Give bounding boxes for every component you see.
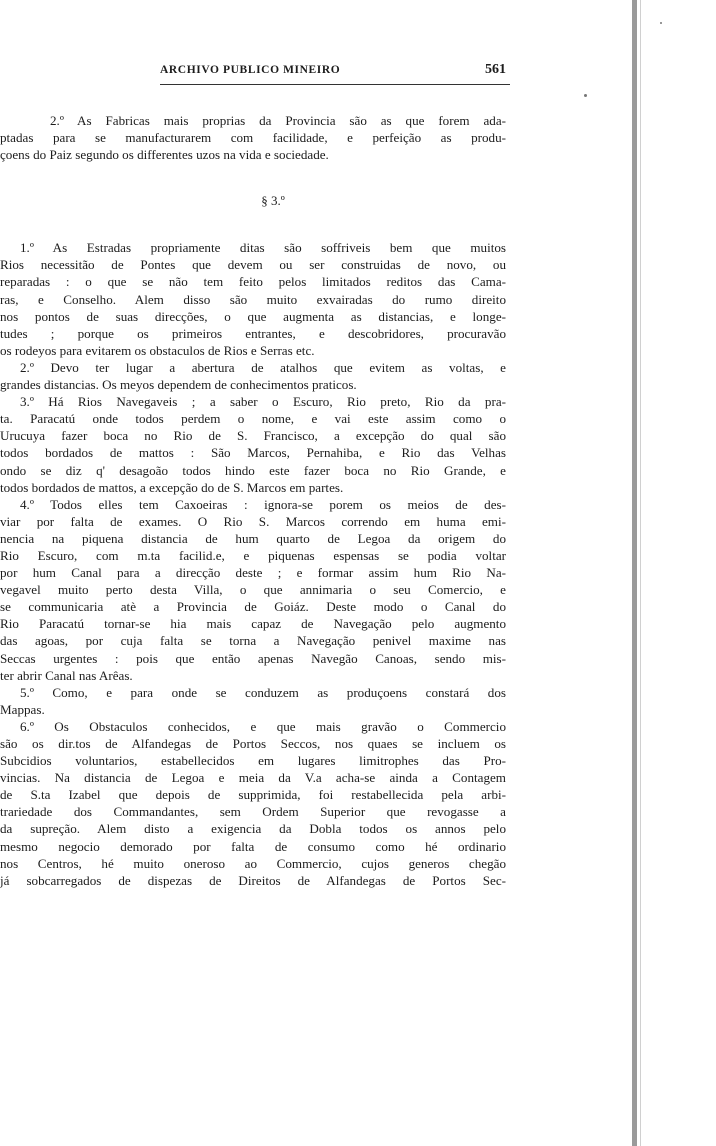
- paragraph-s3-5: [0, 684, 506, 718]
- text-line: são os dir.tos de Alfandegas de Portos Seccos, nos quaes se incluem os: [0, 736, 506, 751]
- text-line: já sobcarregados de dispezas de Direitos de Alfandegas de Portos Sec-: [0, 872, 506, 888]
- ink-speck: [660, 22, 662, 24]
- text-line: ter abrir Canal nas Arêas.: [0, 667, 133, 683]
- text-line: viar por falta de exames. O Rio S. Marcos correndo em huma emi-: [0, 513, 506, 529]
- text-line: 2.º As Fabricas mais proprias da Provincia são as que forem ada-: [50, 113, 506, 128]
- page-header: [160, 64, 510, 86]
- text-line: Urucuya fazer boca no Rio de S. Francisco, a excepção do qual são: [0, 428, 506, 444]
- text-line: vegavel muito perto desta Villa, o que annimaria o seu Comercio, e: [0, 582, 506, 598]
- text-line: Subcidios voluntarios, estabellecidos em lugares limitrophes das Pro-: [0, 753, 506, 769]
- text-line: Rio Escuro, com m.ta facilid.e, e piquenas espensas se podia voltar: [0, 547, 506, 563]
- text-line: çoens do Paiz segundo os differentes uzos na vida e sociedade.: [0, 147, 329, 163]
- ink-speck: [584, 94, 587, 97]
- text-line: Mappas.: [0, 701, 45, 717]
- text-line: 1.º As Estradas propriamente ditas são soffriveis bem que muitos: [20, 240, 506, 256]
- text-line: os rodeyos para evitarem os obstaculos de Rios e Serras etc.: [0, 342, 315, 358]
- text-line: trariedade dos Commandantes, sem Ordem Superior que revogasse a: [0, 804, 506, 820]
- paragraph-s3-6: [0, 718, 506, 889]
- text-line: nos Centros, hé muito oneroso ao Commercio, cujos generos chegão: [0, 855, 506, 871]
- text-line: tudes ; porque os primeiros entrantes, e descobridores, procuravão: [0, 325, 506, 341]
- running-head: ARCHIVO PUBLICO MINEIRO: [160, 64, 341, 76]
- text-line: Rios necessitão de Pontes que devem ou ser construidas de novo, ou: [0, 257, 506, 273]
- text-line: ta. Paracatú onde todos perdem o nome, e vai este assim como o: [0, 411, 506, 427]
- text-line: todos bordados de mattos : São Marcos, Pernahiba, e Rio das Velhas: [0, 445, 506, 461]
- paragraph-s3-1: [0, 239, 506, 359]
- text-line: grandes distancias. Os meyos dependem de conhecimentos praticos.: [0, 377, 357, 393]
- paragraph-2: [0, 112, 506, 163]
- text-line: por hum Canal para a direcção deste ; e formar assim hum Rio Na-: [0, 565, 506, 581]
- text-line: ras, e Conselho. Alem disso são muito exvairadas do rumo direito: [0, 291, 506, 307]
- text-line: 3.º Há Rios Navegaveis ; a saber o Escuro, Rio preto, Rio da pra-: [20, 394, 506, 410]
- text-line: ondo se diz q' desagoão todos hindo este fazer boca no Rio Grande, e: [0, 462, 506, 478]
- paragraph-s3-3: [0, 393, 506, 496]
- text-line: da supreção. Alem disto a exigencia da Dobla todos os annos pelo: [0, 821, 506, 837]
- text-line: Seccas urgentes : pois que então apenas Navegão Canoas, sendo mis-: [0, 650, 506, 666]
- text-line: das agoas, por cuja falta se torna a Navegação penivel maxime nas: [0, 633, 506, 649]
- text-line: 2.º Devo ter lugar a abertura de atalhos que evitem as voltas, e: [20, 359, 506, 375]
- text-line: todos bordados de mattos, a excepção do de S. Marcos em partes.: [0, 479, 344, 495]
- text-line: ptadas para se manufacturarem com facilidade, e perfeição as produ-: [0, 130, 506, 146]
- paragraph-s3-4: [0, 496, 506, 684]
- page-edge-shadow: [632, 0, 637, 1146]
- text-line: mesmo negocio demorado por falta de consumo como hé ordinario: [0, 838, 506, 854]
- text-line: 5.º Como, e para onde se conduzem as produçoens constará dos: [20, 684, 506, 700]
- text-line: reparadas : o que se não tem feito pelos limitados reditos das Cama-: [0, 274, 506, 290]
- text-line: 6.º Os Obstaculos conhecidos, e que mais gravão o Commercio: [20, 718, 506, 734]
- body-text: [0, 112, 506, 889]
- text-line: nencia na piquena distancia de hum quarto de Legoa da origem do: [0, 530, 506, 546]
- text-line: 4.º Todos elles tem Caxoeiras : ignora-se porem os meios de des-: [20, 496, 506, 512]
- text-line: vincias. Na distancia de Legoa e meia da V.a acha-se ainda a Contagem: [0, 770, 506, 786]
- text-line: Rio Paracatú tornar-se hia mais capaz de Navegação pelo augmento: [0, 616, 506, 632]
- page-number: 561: [485, 62, 506, 77]
- section-heading: § 3.º: [261, 193, 285, 209]
- text-line: se communicaria atè a Provincia de Goiáz. Deste modo o Canal do: [0, 599, 506, 615]
- text-line: de S.ta Izabel que depois de supprimida, foi restabellecida pela arbi-: [0, 787, 506, 803]
- header-rule: [160, 84, 510, 85]
- page-edge-line: [640, 0, 641, 1146]
- paragraph-s3-2: [0, 359, 506, 393]
- text-line: nos pontos de suas direcções, o que augmenta as distancias, e longe-: [0, 308, 506, 324]
